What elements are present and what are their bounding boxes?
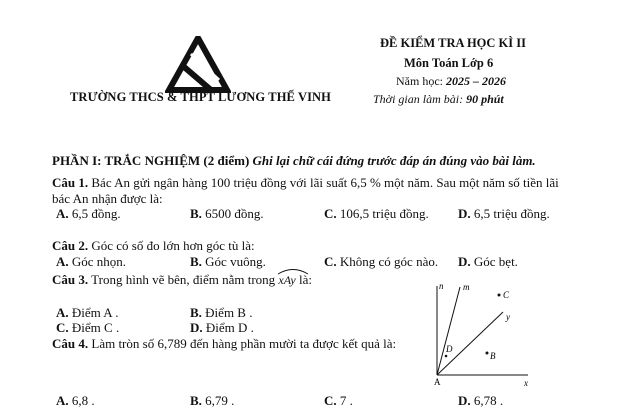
- label-m: m: [463, 282, 470, 292]
- point-c: [498, 294, 501, 297]
- question-1-line-1: [52, 175, 559, 191]
- question-2-option-b: B. Góc vuông.: [190, 254, 266, 269]
- school-year-value: 2025 – 2026: [446, 74, 506, 88]
- question-2-label: Câu 2.: [52, 238, 89, 253]
- exam-duration-label: Thời gian làm bài:: [373, 92, 467, 106]
- angle-arc-icon: [277, 267, 309, 275]
- question-1-option-a: A. 6,5 đồng.: [56, 206, 121, 221]
- section-title: PHẦN I: TRẮC NGHIỆM (2 điểm): [52, 153, 250, 168]
- point-d: [445, 355, 448, 358]
- question-4-text: Làm tròn số 6,789 đến hàng phần mười ta được kết quả là:: [88, 336, 397, 351]
- exam-duration-value: 90 phút: [466, 92, 504, 106]
- question-4-option-b: B. 6,79 .: [190, 393, 235, 408]
- label-x: x: [524, 378, 528, 388]
- question-3-line-1: [52, 271, 312, 288]
- question-1-option-c: C. 106,5 triệu đồng.: [324, 206, 429, 221]
- label-y: y: [506, 312, 510, 322]
- question-4-option-d: D. 6,78 .: [458, 393, 504, 408]
- label-n: n: [439, 281, 444, 291]
- question-2-option-c: C. Không có góc nào.: [324, 254, 439, 269]
- angle-figure: [420, 280, 550, 390]
- exam-title: ĐỀ KIỂM TRA HỌC KÌ II: [380, 36, 526, 50]
- question-3-label: Câu 3.: [52, 272, 89, 287]
- question-4-line-1: [52, 336, 396, 352]
- question-4-label: Câu 4.: [52, 336, 89, 351]
- exam-subject: Môn Toán Lớp 6: [404, 56, 494, 70]
- question-3-option-c: C. Điểm C .: [56, 320, 120, 335]
- section-heading: [52, 153, 536, 169]
- point-b: [486, 352, 489, 355]
- question-4-option-a: A. 6,8 .: [56, 393, 95, 408]
- section-instruction: Ghi lại chữ cái đứng trước đáp án đúng vào bài làm.: [249, 153, 536, 168]
- question-1-option-d: D. 6,5 triệu đồng.: [458, 206, 550, 221]
- label-d: D: [446, 344, 453, 354]
- ray-am: [437, 287, 460, 375]
- question-3-option-b: B. Điểm B .: [190, 305, 253, 320]
- label-b: B: [490, 351, 496, 361]
- question-2-text: Góc có số đo lớn hơn góc tù là:: [88, 238, 255, 253]
- exam-duration: [373, 92, 504, 107]
- label-c: C: [503, 290, 510, 300]
- school-year-label: Năm học:: [396, 74, 446, 88]
- school-year: [396, 74, 506, 89]
- school-logo-icon: [165, 36, 231, 94]
- question-2-line-1: [52, 238, 255, 254]
- question-1-label: Câu 1.: [52, 175, 89, 190]
- question-3-text-after: là:: [295, 272, 312, 287]
- question-2-option-d: D. Góc bẹt.: [458, 254, 518, 269]
- question-3-option-a: A. Điểm A .: [56, 305, 119, 320]
- question-4-option-c: C. 7 .: [324, 393, 353, 408]
- school-name: TRƯỜNG THCS & THPT LƯƠNG THẾ VINH: [70, 90, 331, 104]
- question-1-line-2: bác An nhận được là:: [52, 191, 163, 206]
- question-3-option-d: D. Điểm D .: [190, 320, 254, 335]
- question-1-text: Bác An gửi ngân hàng 100 triệu đồng với lãi suất 6,5 % một năm. Sau một năm số tiền lãi: [88, 175, 559, 190]
- question-2-option-a: A. Góc nhọn.: [56, 254, 127, 269]
- label-a: A: [434, 377, 441, 387]
- question-3-angle: xAy: [278, 271, 295, 288]
- question-3-text-before: Trong hình vẽ bên, điểm nằm trong: [88, 272, 279, 287]
- question-1-option-b: B. 6500 đồng.: [190, 206, 264, 221]
